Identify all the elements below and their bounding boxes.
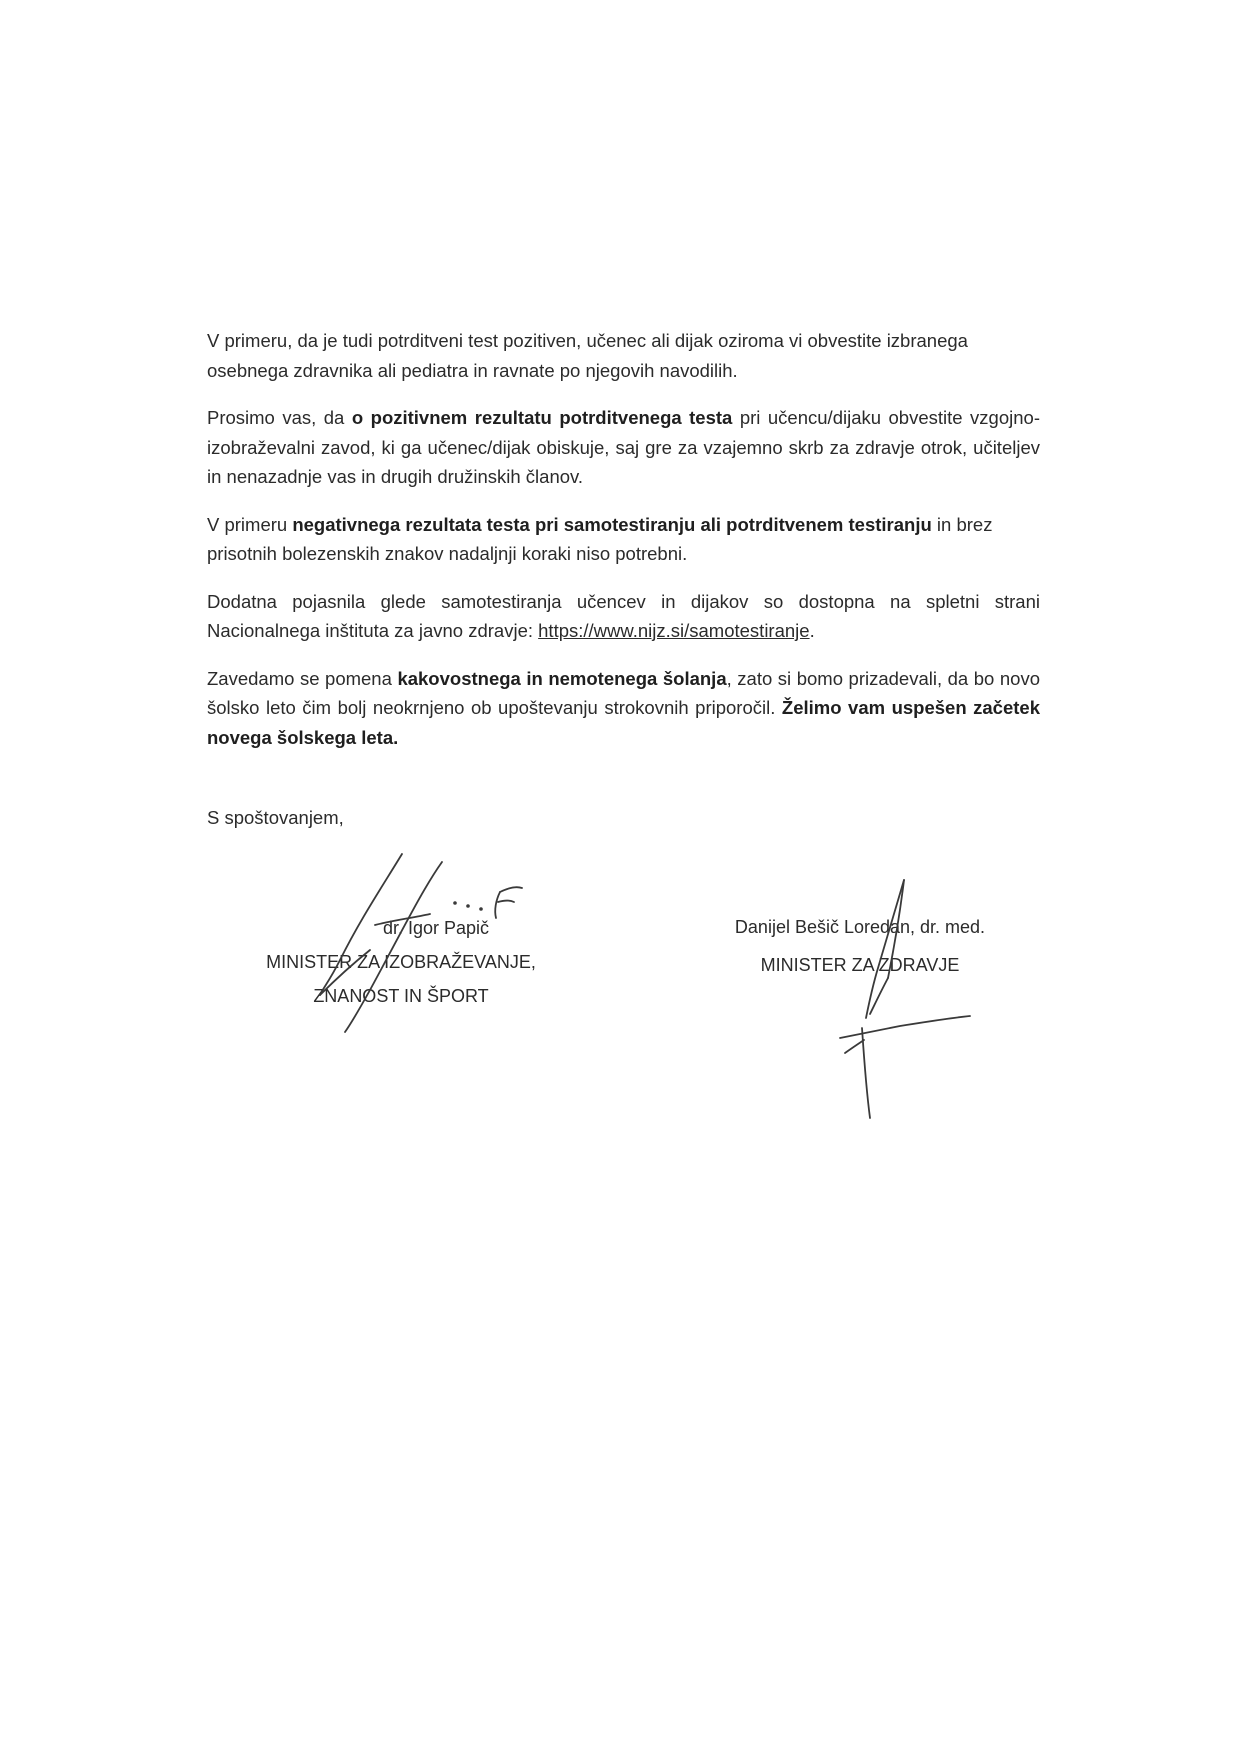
paragraph-positive-confirmation: V primeru, da je tudi potrditveni test pozitiven, učenec ali dijak oziroma vi obvestite izbranega osebnega zdravnika ali pediatra in ravnate po njegovih navodilih. — [207, 330, 968, 381]
paragraph-closing-wishes: Zavedamo se pomena kakovostnega in nemotenega šolanja, zato si bomo prizadevali, da bo novo šolsko leto čim bolj neokrnjeno ob upoštevanju strokovnih priporočil. Želimo vam uspešen začetek novega šolskega leta. — [207, 667, 1040, 748]
signatory-right-title: MINISTER ZA ZDRAVJE — [760, 955, 960, 975]
signatory-left-title-line2: ZNANOST IN ŠPORT — [313, 986, 489, 1006]
paragraph-negative-result: V primeru negativnega rezultata testa pri samotestiranju ali potrditvenem testiranju in brez prisotnih bolezenskih znakov nadaljnji koraki niso potrebni. — [207, 513, 993, 564]
signatory-left-name: dr. Igor Papič — [382, 918, 490, 938]
signatory-left-title-line1: MINISTER ZA IZOBRAŽEVANJE, — [266, 952, 536, 972]
paragraph-inform-school: Prosimo vas, da o pozitivnem rezultatu potrditvenega testa pri učencu/dijaku obvestite vzgojno-izobraževalni zavod, ki ga učenec/dijak obiskuje, saj gre za vzajemno skrb za zdravje otrok, učiteljev in nenazadnje vas in drugih družinskih članov. — [207, 407, 1040, 487]
signatory-right-name: Danijel Bešič Loredan, dr. med. — [734, 917, 986, 937]
emphasis-positive-result: o pozitivnem rezultatu potrditvenega testa — [351, 407, 733, 428]
nijz-link[interactable]: https://www.nijz.si/samotestiranje — [538, 620, 810, 641]
emphasis-quality-schooling: kakovostnega in nemotenega šolanja — [397, 667, 727, 689]
signatory-left — [246, 911, 556, 1013]
signatory-right — [700, 910, 1020, 982]
paragraph-additional-info: Dodatna pojasnila glede samotestiranja učencev in dijakov so dostopna na spletni strani Nacionalnega inštituta za javno zdravje: https://www.nijz.si/samotestiranje. — [207, 590, 1040, 641]
closing-salutation: S spoštovanjem, — [207, 807, 344, 828]
emphasis-wishes: Želimo vam uspešen začetek novega šolskega leta. — [207, 697, 1040, 748]
letter-body — [207, 326, 1040, 770]
emphasis-negative-result: negativnega rezultata testa pri samotestiranju ali potrditvenem testiranju — [292, 513, 932, 535]
signature-right — [800, 868, 1000, 1128]
